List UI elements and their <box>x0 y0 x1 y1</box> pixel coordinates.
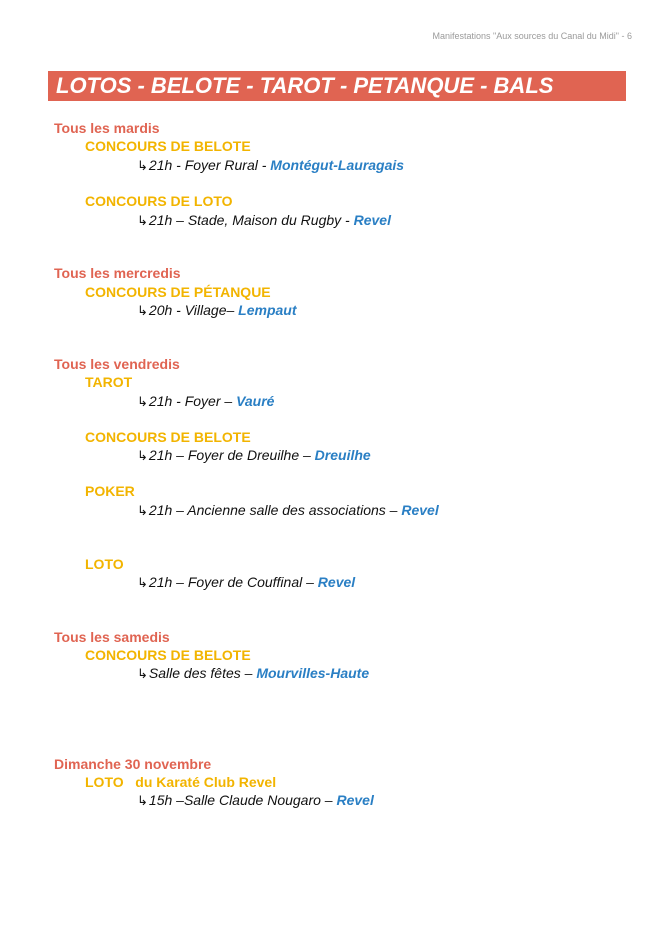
event-title: LOTO du Karaté Club Revel <box>85 774 277 790</box>
event-time-venue: 20h - Village– <box>148 302 239 318</box>
banner-title: LOTOS - BELOTE - TAROT - PETANQUE - BALS <box>56 73 554 98</box>
event-time-venue: 21h – Stade, Maison du Rugby - <box>148 212 354 228</box>
event-detail <box>137 447 371 464</box>
event-detail <box>137 574 355 591</box>
section-banner <box>48 71 626 101</box>
event-time-venue: 21h - Foyer – <box>148 393 237 409</box>
event-place: Revel <box>336 792 374 808</box>
day-heading: Dimanche 30 novembre <box>54 756 212 772</box>
event-detail <box>137 212 391 229</box>
event-place: Lempaut <box>238 302 297 318</box>
day-heading: Tous les vendredis <box>54 356 180 372</box>
event-title: CONCOURS DE PÉTANQUE <box>85 284 271 300</box>
event-detail <box>137 302 297 319</box>
event-time-venue: 21h – Foyer de Couffinal – <box>148 574 318 590</box>
turn-arrow-icon: ↳ <box>137 448 148 463</box>
event-time-venue: 21h – Ancienne salle des associations – <box>148 502 402 518</box>
event-place: Mourvilles-Haute <box>256 665 370 681</box>
event-detail <box>137 502 439 519</box>
event-detail <box>137 792 374 809</box>
turn-arrow-icon: ↳ <box>137 303 148 318</box>
event-place: Montégut-Lauragais <box>270 157 405 173</box>
event-time-venue: 21h – Foyer de Dreuilhe – <box>148 447 315 463</box>
event-place: Revel <box>401 502 439 518</box>
event-time-venue: Salle des fêtes – <box>148 665 257 681</box>
event-title: CONCOURS DE BELOTE <box>85 647 251 663</box>
turn-arrow-icon: ↳ <box>137 158 148 173</box>
event-detail <box>137 157 404 174</box>
event-place: Vauré <box>236 393 275 409</box>
turn-arrow-icon: ↳ <box>137 213 148 228</box>
day-heading: Tous les mardis <box>54 120 160 136</box>
turn-arrow-icon: ↳ <box>137 793 148 808</box>
day-heading: Tous les samedis <box>54 629 170 645</box>
event-place: Revel <box>317 574 356 590</box>
event-detail <box>137 393 274 410</box>
day-heading: Tous les mercredis <box>54 265 181 281</box>
event-title: CONCOURS DE LOTO <box>85 193 233 209</box>
event-title: TAROT <box>85 374 133 390</box>
turn-arrow-icon: ↳ <box>137 394 148 409</box>
event-title: CONCOURS DE BELOTE <box>85 138 251 154</box>
event-time-venue: 15h –Salle Claude Nougaro – <box>148 792 337 808</box>
event-detail <box>137 665 369 682</box>
event-title: LOTO <box>85 556 124 572</box>
event-place: Revel <box>353 212 391 228</box>
event-time-venue: 21h - Foyer Rural - <box>148 157 271 173</box>
event-place: Dreuilhe <box>314 447 371 463</box>
turn-arrow-icon: ↳ <box>137 666 148 681</box>
event-title: CONCOURS DE BELOTE <box>85 429 251 445</box>
event-title: POKER <box>85 483 135 499</box>
turn-arrow-icon: ↳ <box>137 575 148 590</box>
turn-arrow-icon: ↳ <box>137 503 148 518</box>
page-header: Manifestations "Aux sources du Canal du Midi" - 6 <box>432 31 632 41</box>
